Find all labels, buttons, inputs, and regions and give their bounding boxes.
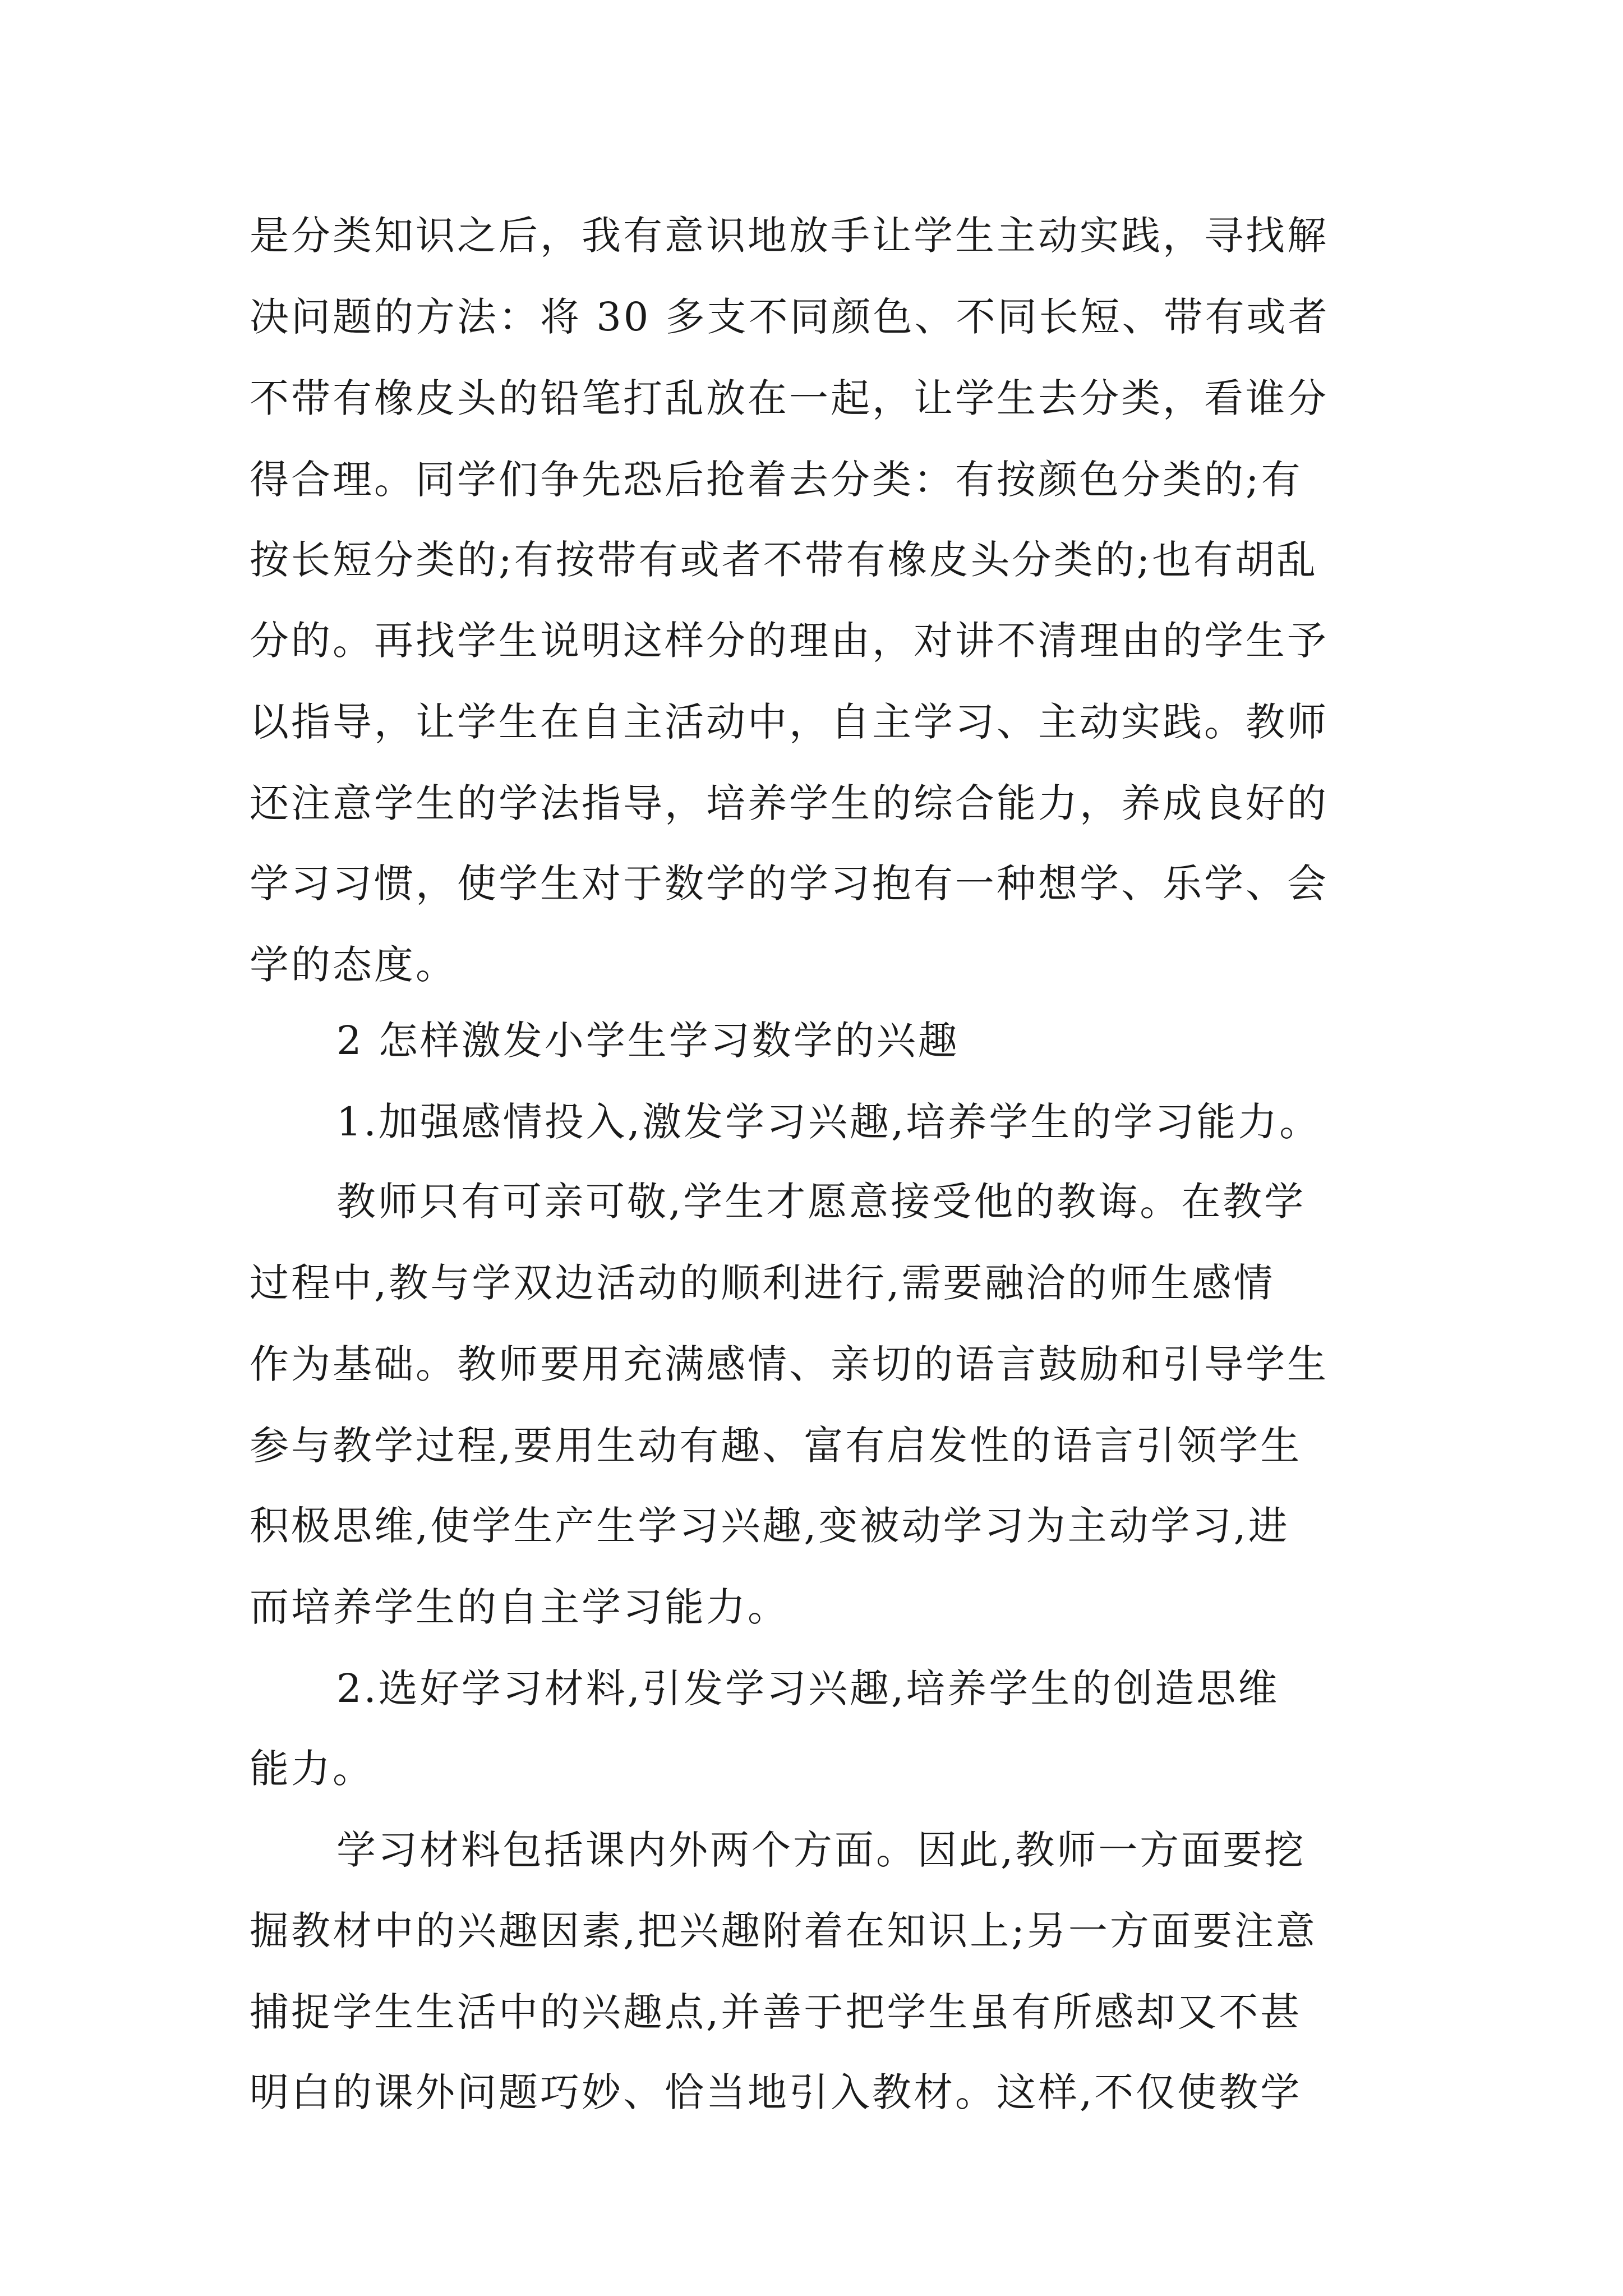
- section-heading: 2 怎样激发小学生学习数学的兴趣: [336, 1018, 960, 1064]
- text-line: 按长短分类的;有按带有或者不带有橡皮头分类的;也有胡乱: [250, 537, 1318, 583]
- text-line: 以指导，让学生在自主活动中，自主学习、主动实践。教师: [250, 699, 1329, 745]
- text-line: 过程中,教与学双边活动的顺利进行,需要融洽的师生感情: [250, 1260, 1275, 1306]
- text-line: 学的态度。: [250, 942, 457, 988]
- text-line: 能力。: [250, 1746, 374, 1792]
- subheading: 2.选好学习材料,引发学习兴趣,培养学生的创造思维: [336, 1665, 1280, 1711]
- text-line: 而培养学生的自主学习能力。: [250, 1584, 789, 1630]
- text-line: 决问题的方法：将 30 多支不同颜色、不同长短、带有或者: [250, 294, 1330, 340]
- text-line: 得合理。同学们争先恐后抢着去分类：有按颜色分类的;有: [250, 457, 1303, 503]
- text-line: 不带有橡皮头的铅笔打乱放在一起，让学生去分类，看谁分: [250, 375, 1329, 421]
- text-line: 明白的课外问题巧妙、恰当地引入教材。这样,不仅使教学: [250, 2069, 1302, 2115]
- subheading: 1.加强感情投入,激发学习兴趣,培养学生的学习能力。: [336, 1099, 1321, 1145]
- text-line: 积极思维,使学生产生学习兴趣,变被动学习为主动学习,进: [250, 1503, 1290, 1549]
- text-line: 学习材料包括课内外两个方面。因此,教师一方面要挖: [336, 1827, 1306, 1873]
- text-line: 教师只有可亲可敬,学生才愿意接受他的教诲。在教学: [336, 1179, 1306, 1225]
- text-line: 还注意学生的学法指导，培养学生的综合能力，养成良好的: [250, 780, 1329, 826]
- text-line: 参与教学过程,要用生动有趣、富有启发性的语言引领学生: [250, 1423, 1302, 1469]
- text-line: 捕捉学生生活中的兴趣点,并善于把学生虽有所感却又不甚: [250, 1989, 1302, 2035]
- text-line: 分的。再找学生说明这样分的理由，对讲不清理由的学生予: [250, 618, 1329, 664]
- text-line: 学习习惯，使学生对于数学的学习抱有一种想学、乐学、会: [250, 861, 1329, 907]
- text-line: 掘教材中的兴趣因素,把兴趣附着在知识上;另一方面要注意: [250, 1908, 1317, 1954]
- text-line: 作为基础。教师要用充满感情、亲切的语言鼓励和引导学生: [250, 1341, 1329, 1387]
- text-line: 是分类知识之后，我有意识地放手让学生主动实践，寻找解: [250, 213, 1329, 259]
